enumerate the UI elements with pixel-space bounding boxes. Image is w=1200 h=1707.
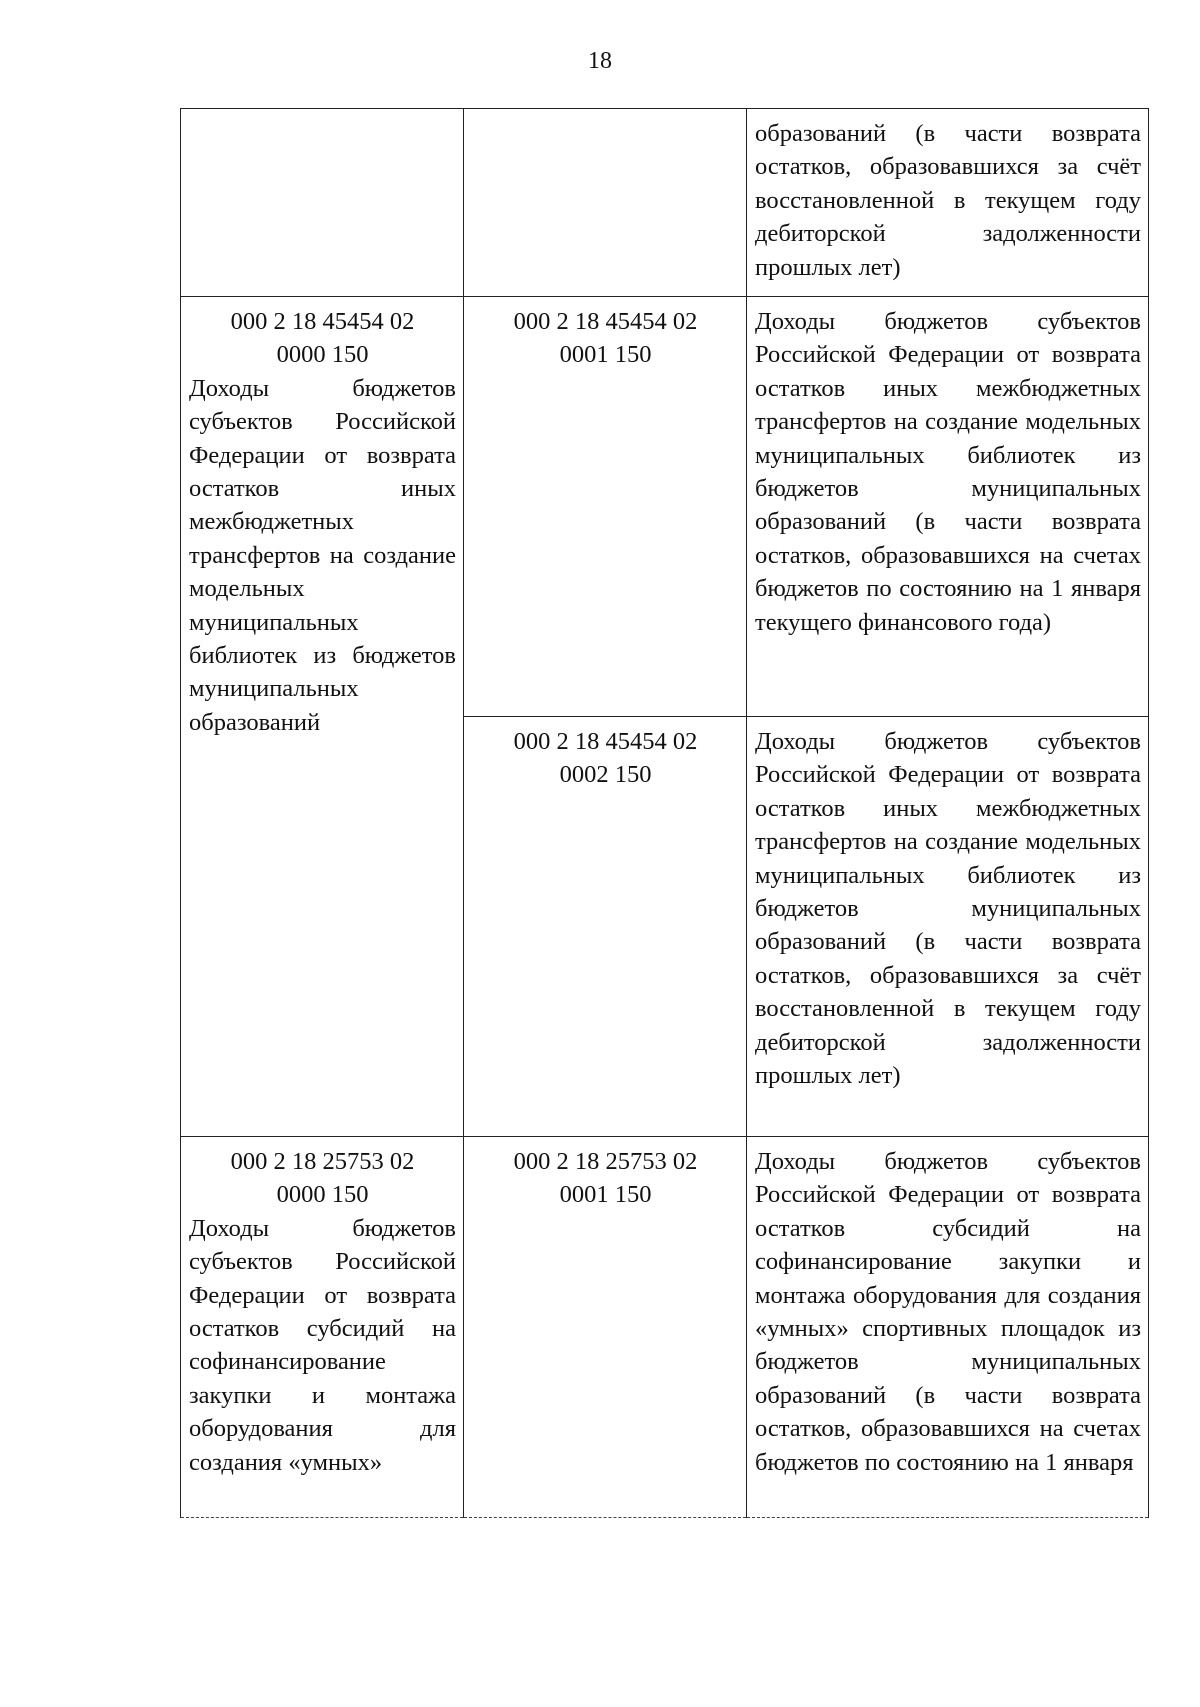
table-cell-description: образований (в части возврата остатков, образовавшихся за счёт восстановленной в текущем году дебиторской задолженности прошлых лет) xyxy=(747,109,1149,297)
table-cell-code xyxy=(464,717,747,1137)
code-line-1: 000 2 18 45454 02 xyxy=(513,308,698,335)
code-line-1: 000 2 18 45454 02 xyxy=(513,728,698,755)
budget-codes-table xyxy=(180,108,1149,1518)
table-cell-code xyxy=(464,297,747,717)
group-code-description: Доходы бюджетов субъектов Российской Федерации от возврата остатков иных межбюджетных трансфертов на создание модельных муниципальных библиотек из бюджетов муниципальных образований xyxy=(189,374,456,736)
table-cell-group-code xyxy=(181,297,464,1137)
group-code-line-2: 0000 150 xyxy=(276,1181,369,1209)
table-cell-description: Доходы бюджетов субъектов Российской Федерации от возврата остатков иных межбюджетных трансфертов на создание модельных муниципальных библиотек из бюджетов муниципальных образований (в части возврата остатков, образовавшихся за счёт восстановленной в текущем году дебиторской задолженности прошлых лет) xyxy=(747,717,1149,1137)
group-code-description: Доходы бюджетов субъектов Российской Федерации от возврата остатков субсидий на софинансирование закупки и монтажа оборудования для создания «умных» xyxy=(189,1214,456,1476)
group-code-line-1: 000 2 18 45454 02 xyxy=(230,308,415,335)
table-row xyxy=(181,1137,1149,1518)
code-line-2: 0001 150 xyxy=(559,1181,652,1209)
table-row xyxy=(181,297,1149,717)
table-cell-code xyxy=(464,1137,747,1518)
table-cell-empty xyxy=(181,109,464,297)
table-cell-group-code xyxy=(181,1137,464,1518)
table-cell-description: Доходы бюджетов субъектов Российской Федерации от возврата остатков иных межбюджетных трансфертов на создание модельных муниципальных библиотек из бюджетов муниципальных образований (в части возврата остатков, образовавшихся на счетах бюджетов по состоянию на 1 января текущего финансового года) xyxy=(747,297,1149,717)
table-row xyxy=(181,109,1149,297)
code-line-1: 000 2 18 25753 02 xyxy=(513,1148,698,1175)
table-cell-description: Доходы бюджетов субъектов Российской Федерации от возврата остатков субсидий на софинансирование закупки и монтажа оборудования для создания «умных» спортивных площадок из бюджетов муниципальных образований (в части возврата остатков, образовавшихся на счетах бюджетов по состоянию на 1 января xyxy=(747,1137,1149,1518)
code-line-2: 0001 150 xyxy=(559,341,652,369)
page-number: 18 xyxy=(588,48,612,74)
group-code-line-1: 000 2 18 25753 02 xyxy=(230,1148,415,1175)
code-line-2: 0002 150 xyxy=(559,761,652,789)
group-code-line-2: 0000 150 xyxy=(276,341,369,369)
table-cell-empty xyxy=(464,109,747,297)
